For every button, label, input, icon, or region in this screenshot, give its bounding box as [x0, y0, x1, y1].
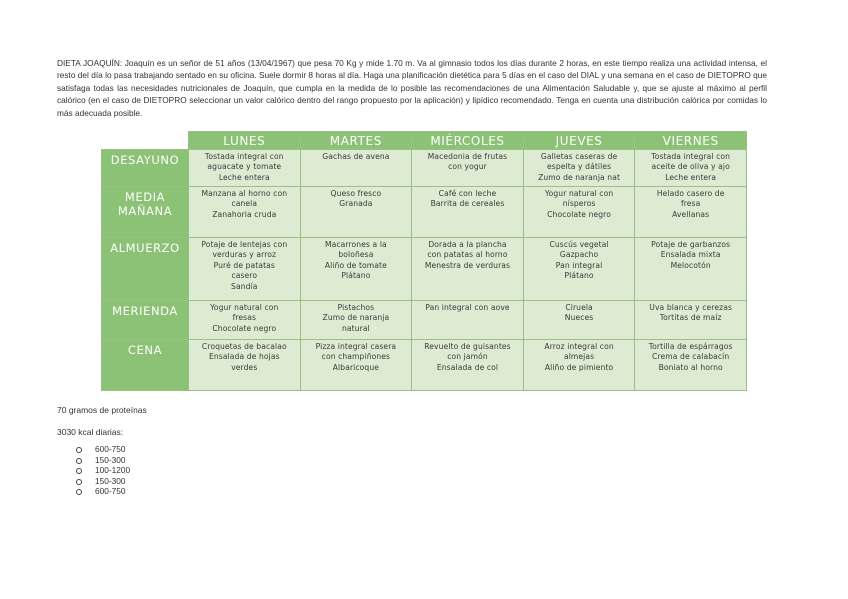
food-item: Tostada integral con [651, 152, 731, 161]
meal-label-merienda [102, 301, 189, 340]
meal-label-line: ALMUERZO [110, 241, 180, 255]
food-item: Zanahoria cruda [212, 209, 277, 219]
food-item: Macarrones a la [324, 240, 387, 249]
food-item: Pan integral con aove [425, 303, 510, 312]
food-item: natural [341, 323, 370, 333]
food-item: Cuscús vegetal [549, 240, 609, 249]
menu-cell-desayuno-miercoles [412, 150, 524, 187]
circle-bullet-icon [76, 479, 82, 485]
food-item: Ensalada de hojas [208, 352, 280, 362]
circle-bullet-icon [76, 468, 82, 474]
menu-cell-merienda-viernes [635, 301, 747, 340]
food-item: Helado casero de [656, 189, 725, 198]
food-item: Avellanas [672, 209, 710, 219]
table-row-media-manana [102, 187, 747, 238]
food-item: Aliño de tomate [324, 260, 387, 270]
food-item: almejas [563, 352, 595, 362]
food-item: Potaje de garbanzos [651, 240, 731, 249]
circle-bullet-icon [76, 458, 82, 464]
food-item: Granada [339, 199, 373, 209]
menu-cell-almuerzo-jueves [523, 238, 635, 301]
food-item: Chocolate negro [547, 209, 611, 219]
food-item: Pistachos [337, 303, 375, 312]
table-row-desayuno [102, 150, 747, 187]
list-item [57, 444, 130, 455]
food-item: Plátano [564, 271, 594, 281]
food-item: Yogur natural con [544, 189, 614, 198]
food-item: Barrita de cereales [430, 199, 505, 209]
food-item: Chocolate negro [212, 323, 277, 333]
menu-cell-almuerzo-miercoles [412, 238, 524, 301]
day-header-lunes: LUNES [189, 132, 301, 150]
food-item: Tortitas de maíz [659, 313, 722, 323]
food-item: con champiñones [321, 352, 391, 362]
menu-cell-almuerzo-lunes [189, 238, 301, 301]
meal-plan-table [101, 131, 747, 391]
food-item: Tortilla de espárragos [648, 342, 733, 351]
day-header-row [102, 132, 747, 150]
food-item: Croquetas de bacalao [201, 342, 287, 351]
range-value: 150-300 [95, 454, 126, 465]
range-value: 600-750 [95, 486, 126, 497]
food-item: Tostada integral con [204, 152, 284, 161]
food-item: Potaje de lentejas con [201, 240, 288, 249]
menu-cell-almuerzo-martes [300, 238, 412, 301]
food-item: verdes [231, 362, 258, 372]
day-header-jueves: JUEVES [523, 132, 635, 150]
food-item: fresas [232, 313, 257, 323]
menu-cell-desayuno-viernes [635, 150, 747, 187]
food-item: verduras y arroz [212, 250, 277, 260]
meal-label-line: CENA [127, 343, 163, 357]
protein-note: 70 gramos de proteínas [57, 405, 147, 415]
food-item: Ensalada mixta [660, 250, 721, 260]
food-item: Manzana al horno con [201, 189, 288, 198]
food-item: Plátano [341, 271, 371, 281]
menu-cell-media-manana-lunes [189, 187, 301, 238]
food-item: Boniato al horno [658, 362, 723, 372]
list-item [57, 486, 130, 497]
food-item: Café con leche [438, 189, 497, 198]
food-item: Zumo de naranja nat [538, 172, 621, 182]
circle-bullet-icon [76, 489, 82, 495]
food-item: con yogur [448, 162, 487, 172]
food-item: Pan integral [555, 260, 603, 270]
meal-label-desayuno [102, 150, 189, 187]
food-item: Gazpacho [559, 250, 599, 260]
menu-cell-merienda-miercoles [412, 301, 524, 340]
food-item: fresa [680, 199, 701, 209]
kcal-note: 3030 kcal diarias: [57, 427, 124, 437]
food-item: Ensalada de col [436, 362, 499, 372]
menu-cell-media-manana-miercoles [412, 187, 524, 238]
table-row-cena [102, 340, 747, 391]
food-item: Arroz integral con [544, 342, 614, 351]
food-item: Zumo de naranja [322, 313, 390, 323]
menu-cell-cena-lunes [189, 340, 301, 391]
list-item [57, 465, 130, 476]
menu-cell-cena-miercoles [412, 340, 524, 391]
day-header-viernes: VIERNES [635, 132, 747, 150]
food-item: Sandía [231, 281, 258, 291]
food-item: Albaricoque [332, 362, 380, 372]
meal-label-line: DESAYUNO [110, 153, 180, 167]
meal-label-line: MEDIA [124, 190, 166, 204]
food-item: Ciruela [565, 303, 593, 312]
food-item: Dorada a la plancha [428, 240, 507, 249]
food-item: canela [231, 199, 258, 209]
food-item: Aliño de pimiento [544, 362, 614, 372]
food-item: Menestra de verduras [424, 260, 511, 270]
menu-cell-almuerzo-viernes [635, 238, 747, 301]
meal-label-media-manana [102, 187, 189, 238]
day-header-miercoles: MIÉRCOLES [412, 132, 524, 150]
range-value: 150-300 [95, 475, 126, 486]
food-item: Galletas caseras de [540, 152, 618, 161]
meal-label-line: MERIENDA [112, 304, 178, 318]
table-row-almuerzo [102, 238, 747, 301]
food-item: Leche entera [218, 172, 270, 182]
menu-cell-merienda-martes [300, 301, 412, 340]
food-item: Pizza integral casera [315, 342, 397, 351]
food-item: Leche entera [665, 172, 717, 182]
menu-cell-desayuno-lunes [189, 150, 301, 187]
food-item: aceite de oliva y ajo [651, 162, 730, 172]
table-row-merienda [102, 301, 747, 340]
menu-cell-desayuno-jueves [523, 150, 635, 187]
food-item: casero [231, 271, 258, 281]
circle-bullet-icon [76, 447, 82, 453]
food-item: Revuelto de guisantes [424, 342, 511, 351]
range-value: 100-1200 [95, 465, 131, 476]
menu-cell-cena-martes [300, 340, 412, 391]
list-item [57, 476, 130, 487]
food-item: Puré de patatas [213, 260, 275, 270]
menu-cell-media-manana-viernes [635, 187, 747, 238]
food-item: boloñesa [338, 250, 374, 260]
food-item: Queso fresco [330, 189, 382, 198]
food-item: aguacate y tomate [207, 162, 282, 172]
meal-label-almuerzo [102, 238, 189, 301]
list-item [57, 455, 130, 466]
food-item: con jamón [447, 352, 488, 362]
food-item: nísperos [562, 199, 596, 209]
menu-cell-cena-jueves [523, 340, 635, 391]
meal-label-line: MAÑANA [117, 204, 173, 218]
day-header-martes: MARTES [300, 132, 412, 150]
food-item: Uva blanca y cerezas [649, 303, 733, 312]
menu-cell-merienda-lunes [189, 301, 301, 340]
food-item: con patatas al horno [427, 250, 508, 260]
menu-cell-cena-viernes [635, 340, 747, 391]
food-item: Nueces [564, 313, 594, 323]
food-item: Yogur natural con [210, 303, 279, 312]
menu-cell-media-manana-martes [300, 187, 412, 238]
food-item: Crema de calabacín [652, 352, 730, 362]
food-item: espelta y dátiles [546, 162, 612, 172]
food-item: Macedonia de frutas [427, 152, 508, 161]
assignment-text: DIETA JOAQUÍN: Joaquín es un señor de 51 años (13/04/1967) que pesa 70 Kg y mide 1.70 m. Va al gimnasio todos los días durante 2 horas, en este tiempo realiza una actividad intensa, el resto del día lo pasa trabajando sentado en su oficina. Suele dormir 8 horas al día. Haga una planificación dietética para 5 días en el caso del DIAL y una semana en el caso de DIETOPRO que satisfaga todas las necesidades nutricionales de Joaquín, que cumpla en la medida de lo posible las recomendaciones de una Alimentación Saludable y, que se ajuste al máximo al perfil calórico (en el caso de DIETOPRO seleccionar un valor calórico dentro del rango propuesto por la aplicación) y lipídico recomendado. Tenga en cuenta una distribución calórica por comidas lo más adecuada posible. [57, 58, 767, 118]
menu-cell-desayuno-martes [300, 150, 412, 187]
menu-cell-merienda-jueves [523, 301, 635, 340]
menu-cell-media-manana-jueves [523, 187, 635, 238]
food-item: Melocotón [670, 260, 711, 270]
meal-label-cena [102, 340, 189, 391]
table-corner [102, 132, 189, 150]
calorie-range-list [57, 444, 130, 497]
food-item: Gachas de avena [322, 152, 390, 161]
range-value: 600-750 [95, 444, 126, 454]
